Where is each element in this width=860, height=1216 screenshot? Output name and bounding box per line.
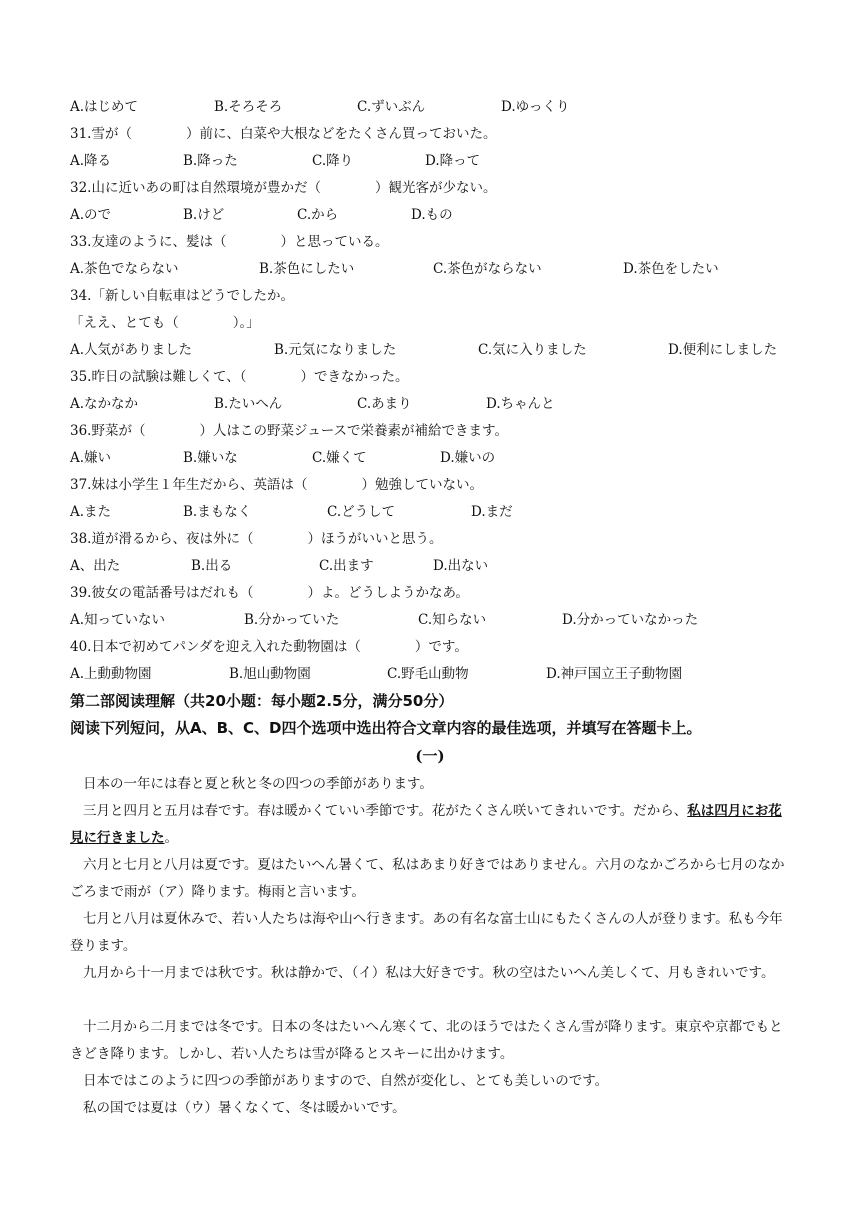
passage-paragraph-4: 七月と八月は夏休みで、若い人たちは海や山へ行きます。あの有名な富士山にもたくさんの人が登ります。私も今年登ります。 bbox=[70, 911, 783, 954]
option-a: A.知っていない bbox=[70, 612, 166, 628]
option-c: C.出ます bbox=[319, 558, 374, 574]
option-c: C.野毛山動物 bbox=[387, 666, 469, 682]
option-d: D.神戸国立王子動物園 bbox=[546, 666, 683, 682]
option-b: B.降った bbox=[183, 153, 238, 169]
passage-paragraph-6: 十二月から二月までは冬です。日本の冬はたいへん寒くて、北のほうではたくさん雪が降ります。東京や京都でもときどき降ります。しかし、若い人たちは雪が降るとスキーに出かけます。 bbox=[70, 1019, 783, 1062]
option-c: C.嫌くて bbox=[312, 450, 367, 466]
option-d: D.降って bbox=[425, 153, 481, 169]
option-d: D.茶色をしたい bbox=[623, 261, 719, 277]
section-instruction: 阅读下列短问，从A、B、C、D四个选项中选出符合文章内容的最佳选项，并填写在答题卡上。 bbox=[70, 719, 702, 737]
option-d: D.ちゃんと bbox=[486, 396, 555, 412]
option-c: C.どうして bbox=[327, 504, 396, 520]
option-d: D.ゆっくり bbox=[501, 99, 570, 115]
option-d: D.嫌いの bbox=[440, 450, 496, 466]
option-b: B.たいへん bbox=[214, 396, 283, 412]
option-a: A.なかなか bbox=[70, 396, 139, 412]
option-b: B.旭山動物園 bbox=[229, 666, 311, 682]
option-b: B.出る bbox=[191, 558, 233, 574]
part-title: (一) bbox=[415, 747, 445, 765]
option-c: C.あまり bbox=[357, 396, 412, 412]
option-d: D.もの bbox=[411, 207, 453, 223]
option-b: B.嫌いな bbox=[183, 450, 238, 466]
option-c: C.茶色がならない bbox=[433, 261, 542, 277]
passage-paragraph-8: 私の国では夏は（ウ）暑くなくて、冬は暖かいです。 bbox=[83, 1100, 406, 1116]
q40-question: 40.日本で初めてパンダを迎え入れた動物園は（ ）です。 bbox=[70, 639, 468, 655]
option-a: A.はじめて bbox=[70, 99, 139, 115]
option-b: B.元気になりました bbox=[274, 342, 397, 358]
option-a: A.ので bbox=[70, 207, 112, 223]
q32-question: 32.山に近いあの町は自然環境が豊かだ（ ）観光客が少ない。 bbox=[70, 180, 497, 196]
passage-paragraph-2 bbox=[70, 798, 792, 852]
option-a: A.嫌い bbox=[70, 450, 112, 466]
option-a: A.茶色でならない bbox=[70, 261, 179, 277]
paragraph-2-end: 。 bbox=[164, 830, 178, 846]
option-b: B.けど bbox=[183, 207, 225, 223]
option-a: A.また bbox=[70, 504, 112, 520]
passage-paragraph-7: 日本ではこのように四つの季節がありますので、自然が変化し、とても美しいのです。 bbox=[83, 1073, 609, 1089]
section-heading: 第二部阅读理解（共20小题：每小题2.5分，满分50分） bbox=[70, 692, 454, 710]
option-b: B.まもなく bbox=[183, 504, 252, 520]
option-d: D.分かっていなかった bbox=[562, 612, 699, 628]
passage-paragraph-1: 日本の一年には春と夏と秋と冬の四つの季節があります。 bbox=[83, 776, 433, 792]
q34-question: 34.「新しい自転車はどうでしたか。 bbox=[70, 288, 294, 304]
option-c: C.から bbox=[297, 207, 339, 223]
q34-question-reply: 「ええ、とても（ ）。」 bbox=[70, 315, 260, 331]
option-b: B.茶色にしたい bbox=[259, 261, 355, 277]
passage-paragraph-5: 九月から十一月までは秋です。秋は静かで、（イ）私は大好きです。秋の空はたいへん美しくて、月もきれいです。 bbox=[83, 965, 775, 981]
option-a: A、出た bbox=[70, 558, 121, 574]
underlined-sentence: 私は四月にお花見に行きました bbox=[70, 803, 782, 846]
option-a: A.人気がありました bbox=[70, 342, 193, 358]
option-a: A.上動動物園 bbox=[70, 666, 152, 682]
option-c: C.知らない bbox=[418, 612, 487, 628]
passage-paragraph-3: 六月と七月と八月は夏です。夏はたいへん暑くて、私はあまり好きではありません。六月のなかごろから七月のなかごろまで雨が（ア）降ります。梅雨と言います。 bbox=[70, 857, 785, 900]
q33-question: 33.友達のように、髪は（ ）と思っている。 bbox=[70, 234, 389, 250]
paragraph-2-text: 三月と四月と五月は春です。春は暖かくていい季節です。花がたくさん咲いてきれいです。だから、 bbox=[83, 803, 688, 819]
option-b: B.そろそろ bbox=[214, 99, 283, 115]
option-b: B.分かっていた bbox=[244, 612, 340, 628]
option-c: C.降り bbox=[312, 153, 354, 169]
q35-question: 35.昨日の試験は難しくて、（ ）できなかった。 bbox=[70, 369, 409, 385]
option-d: D.まだ bbox=[471, 504, 513, 520]
option-c: C.気に入りました bbox=[478, 342, 587, 358]
option-d: D.便利にしました bbox=[668, 342, 778, 358]
option-d: D.出ない bbox=[433, 558, 489, 574]
q37-question: 37.妹は小学生１年生だから、英語は（ ）勉強していない。 bbox=[70, 477, 483, 493]
option-a: A.降る bbox=[70, 153, 112, 169]
q38-question: 38.道が滑るから、夜は外に（ ）ほうがいいと思う。 bbox=[70, 531, 443, 547]
q31-question: 31.雪が（ ）前に、白菜や大根などをたくさん買っておいた。 bbox=[70, 126, 497, 142]
q39-question: 39.彼女の電話番号はだれも（ ）よ。どうしようかなあ。 bbox=[70, 585, 469, 601]
q36-question: 36.野菜が（ ）人はこの野菜ジュースで栄養素が補給できます。 bbox=[70, 423, 508, 439]
option-c: C.ずいぶん bbox=[357, 99, 426, 115]
